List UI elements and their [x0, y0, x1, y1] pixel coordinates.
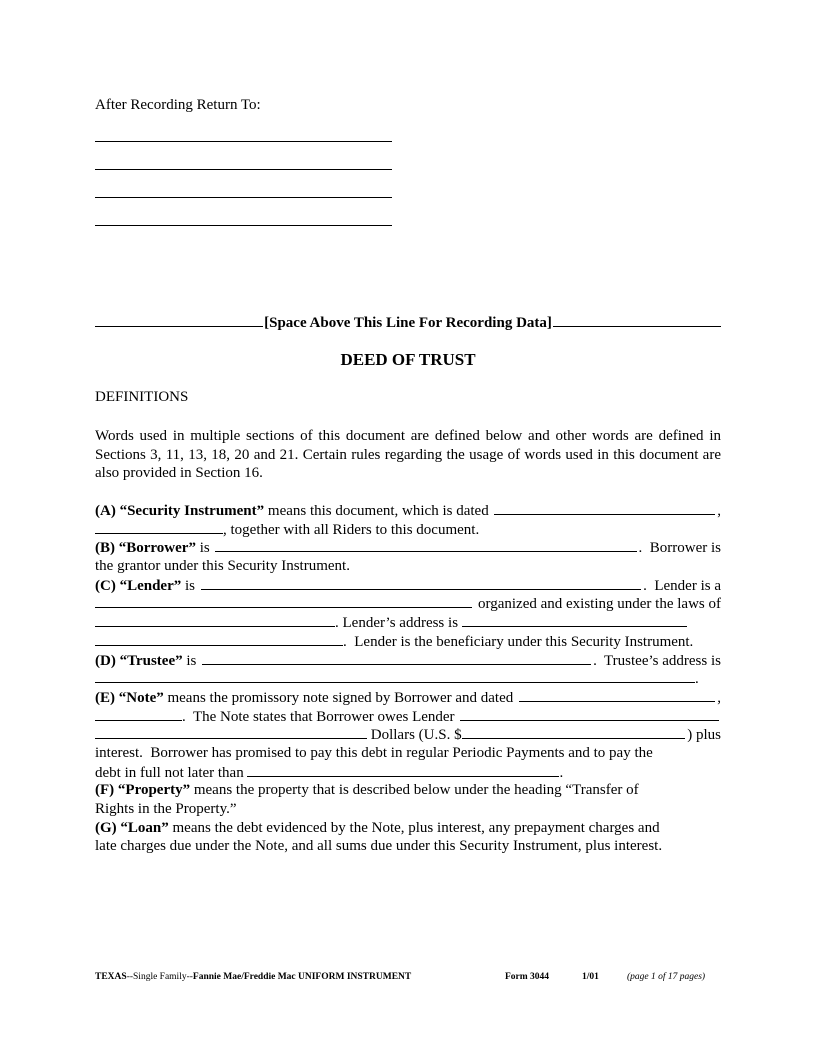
- definition-f-rights-text: Rights in the Property.”: [95, 801, 237, 817]
- return-address-line-3[interactable]: [95, 197, 392, 198]
- definition-e-line-2: [95, 707, 721, 726]
- return-address-line-4[interactable]: [95, 225, 392, 226]
- definition-e-text: means the promissory note signed by Borrower and dated: [163, 689, 517, 706]
- definition-d-label: (D) “Trustee”: [95, 652, 183, 669]
- definition-c-line-2: [95, 594, 721, 613]
- borrower-name-field[interactable]: [215, 538, 636, 552]
- definition-a-line-1: [95, 501, 721, 520]
- definition-b-line-2: [95, 557, 721, 576]
- footer-instrument-name: Fannie Mae/Freddie Mac UNIFORM INSTRUMENT: [192, 972, 412, 982]
- definition-d-line-2: [95, 669, 721, 688]
- definition-d-is: is: [182, 652, 201, 669]
- definition-g-label: (G) “Loan”: [95, 819, 169, 836]
- definition-a-label: (A) “Security Instrument”: [95, 503, 265, 519]
- definition-e-interest-text: interest. Borrower has promised to pay this debt in regular Periodic Payments and to pay the: [95, 744, 653, 761]
- loan-amount-number-field[interactable]: [462, 725, 686, 739]
- definition-e-plus-text: ) plus: [687, 727, 721, 744]
- definition-g-line-2: [95, 837, 721, 856]
- note-date-field[interactable]: [519, 688, 715, 702]
- definition-e-line-5: [95, 763, 721, 782]
- definition-g-line-1: [95, 819, 721, 838]
- lender-entity-type-field[interactable]: [95, 594, 472, 608]
- definition-e-label: (E) “Note”: [95, 689, 164, 706]
- definition-c-is: is: [181, 577, 199, 594]
- definition-a-line-2: [95, 520, 721, 539]
- definitions-list: [95, 501, 721, 856]
- footer-family: --Single Family--: [126, 972, 193, 982]
- separator-rule-left: [95, 312, 263, 327]
- definition-f-label: (F) “Property”: [95, 782, 191, 799]
- return-address-line-1[interactable]: [95, 141, 392, 142]
- definition-d-line-1: [95, 651, 721, 670]
- definition-c-address-text: . Lender’s address is: [335, 615, 462, 632]
- recording-data-separator: [95, 312, 721, 332]
- return-address-line-2[interactable]: [95, 169, 392, 170]
- intro-paragraph: Words used in multiple sections of this document are defined below and other words are defined in Sections 3, 11, 13, 18, 20 and 21. Certain rules regarding the usage of words used in this document are also provided in Section 16.: [95, 428, 721, 482]
- definition-f-text: means the property that is described below under the heading “Transfer of: [190, 782, 639, 799]
- definition-c-line-1: [95, 576, 721, 595]
- footer-form-number: Form 3044: [505, 972, 550, 982]
- definition-b-is: is: [195, 540, 214, 557]
- trustee-name-field[interactable]: [202, 651, 591, 665]
- trustee-address-field[interactable]: [95, 669, 695, 683]
- comma: ,: [717, 503, 721, 519]
- definition-f-line-2: [95, 800, 721, 819]
- definition-b-line-1: [95, 538, 721, 557]
- definition-e-dollars-text: Dollars (U.S. $: [367, 727, 462, 744]
- maturity-date-field[interactable]: [247, 763, 559, 777]
- definition-e-period: .: [559, 764, 564, 781]
- definition-c-line-3: [95, 613, 721, 632]
- definition-g-text: means the debt evidenced by the Note, plus interest, any prepayment charges and: [168, 819, 660, 836]
- separator-rule-right: [553, 312, 721, 327]
- definition-c-lender-is-a: . Lender is a: [643, 577, 721, 594]
- definition-b-label: (B) “Borrower”: [95, 540, 196, 557]
- definition-d-period: .: [695, 671, 699, 688]
- definition-f-line-1: [95, 781, 721, 800]
- definition-e-debt-text: debt in full not later than: [95, 764, 248, 781]
- definition-b-borrower-is: . Borrower is: [638, 540, 721, 557]
- footer-page-number: (page 1 of 17 pages): [627, 972, 706, 982]
- footer-instrument: [95, 972, 411, 982]
- definition-e-comma: ,: [717, 689, 721, 706]
- document-title: DEED OF TRUST: [340, 350, 476, 369]
- note-date-year-field[interactable]: [95, 707, 182, 721]
- security-instrument-date-year-field[interactable]: [95, 520, 223, 534]
- definition-c-organized-text: organized and existing under the laws of: [474, 596, 721, 613]
- definition-c-label: (C) “Lender”: [95, 577, 182, 594]
- lender-address-continued-field[interactable]: [95, 632, 343, 646]
- definition-b-grantor-text: the grantor under this Security Instrument.: [95, 558, 350, 575]
- definition-e-owes-text: . The Note states that Borrower owes Lender: [182, 708, 459, 725]
- definition-a-text: means this document, which is dated: [264, 503, 493, 519]
- loan-amount-words-continued-field[interactable]: [95, 725, 367, 739]
- footer-form-date: 1/01: [582, 972, 599, 982]
- definition-e-line-4: [95, 744, 721, 763]
- definition-c-line-4: [95, 632, 721, 651]
- definition-e-line-3: [95, 725, 721, 744]
- definition-g-late-charges-text: late charges due under the Note, and all sums due under this Security Instrument, plus interest.: [95, 838, 663, 855]
- loan-amount-words-field[interactable]: [460, 707, 719, 721]
- definition-c-beneficiary-text: . Lender is the beneficiary under this Security Instrument.: [343, 633, 694, 650]
- lender-name-field[interactable]: [201, 576, 641, 590]
- definition-d-address-text: . Trustee’s address is: [593, 652, 721, 669]
- definitions-heading: DEFINITIONS: [95, 389, 189, 405]
- definition-a-riders-text: , together with all Riders to this document.: [223, 521, 480, 538]
- separator-label: [Space Above This Line For Recording Data]: [264, 315, 552, 331]
- lender-jurisdiction-field[interactable]: [95, 613, 335, 627]
- footer-state: TEXAS: [95, 972, 127, 982]
- definition-e-line-1: [95, 688, 721, 707]
- security-instrument-date-field[interactable]: [494, 501, 715, 515]
- after-recording-label: After Recording Return To:: [95, 97, 261, 113]
- lender-address-field[interactable]: [462, 613, 687, 627]
